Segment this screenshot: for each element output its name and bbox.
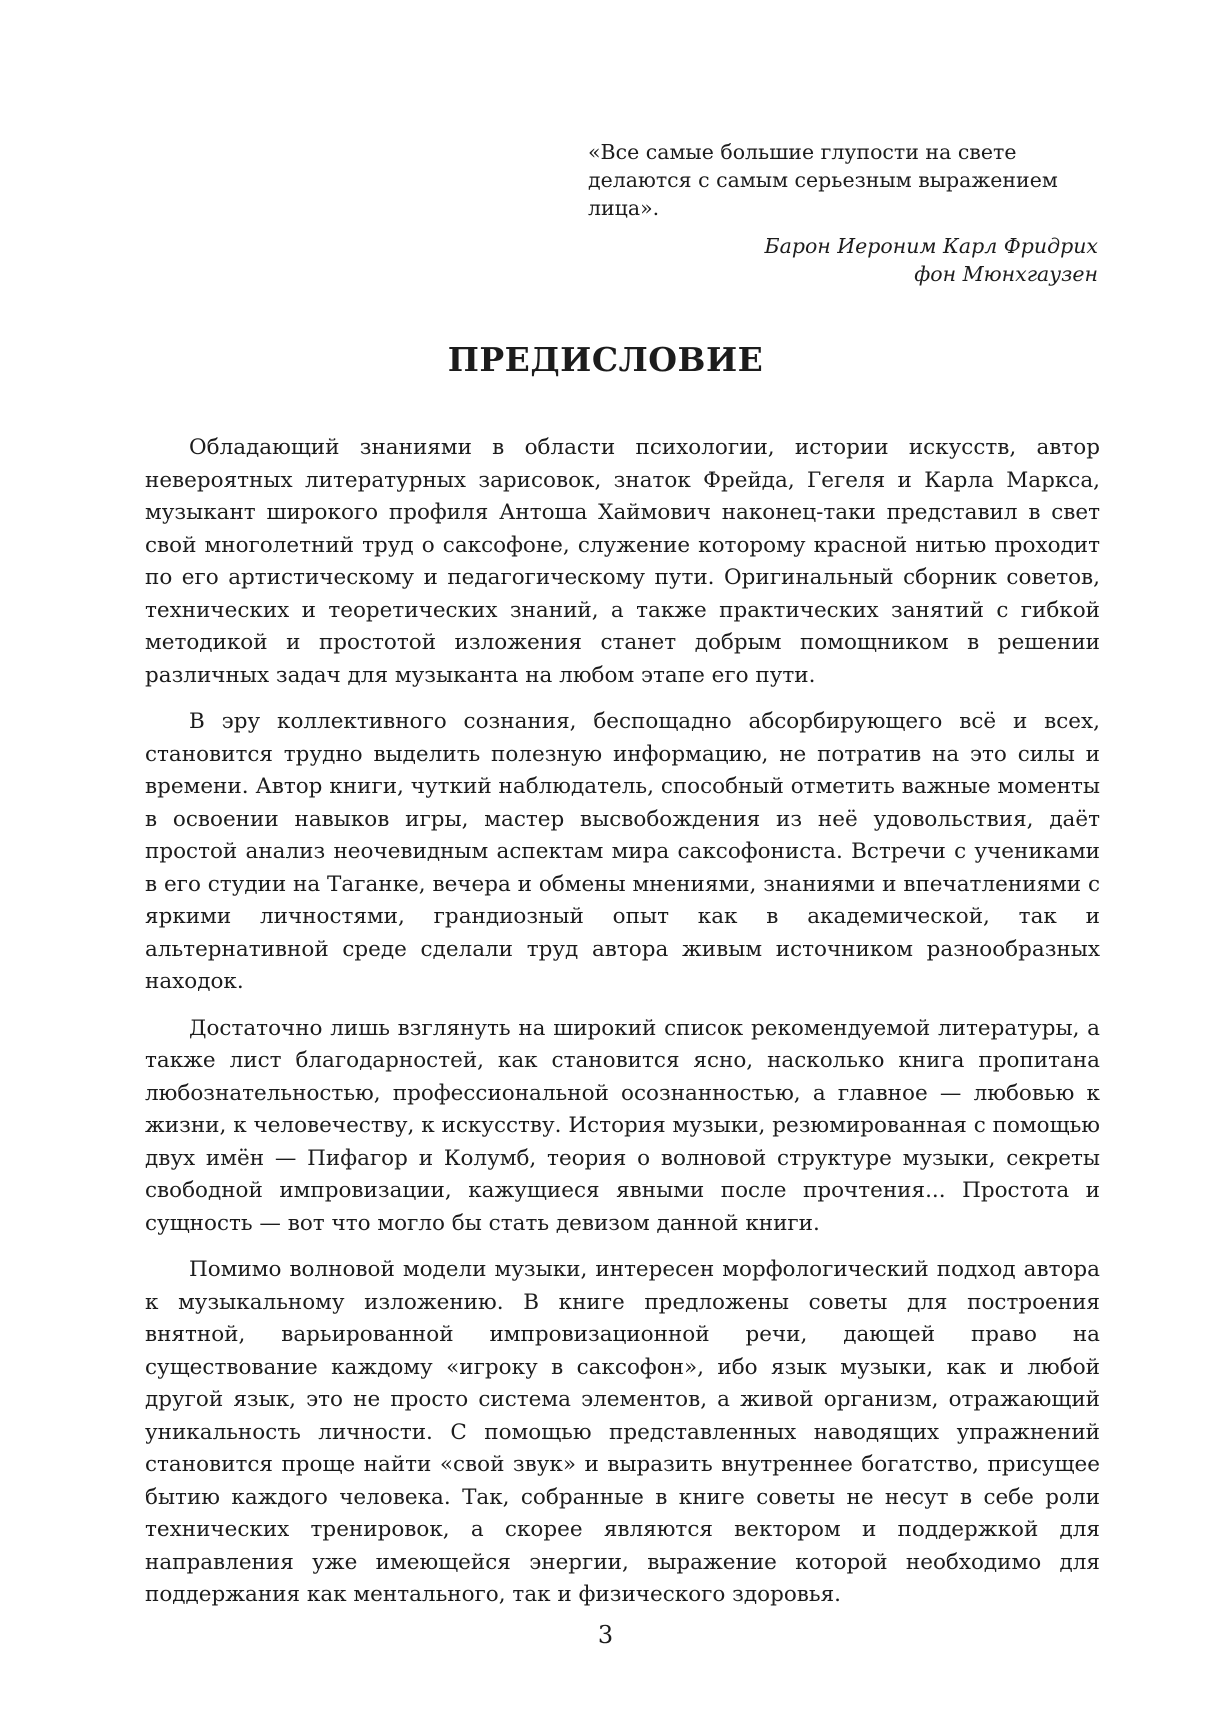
epigraph: [588, 138, 1098, 288]
epigraph-author-line-1: Барон Иероним Карл Фридрих: [764, 234, 1098, 258]
paragraph-1: Обладающий знаниями в области психологии, истории искусств, автор невероятных литературных зарисовок, знаток Фрейда, Гегеля и Карла Маркса, музыкант широкого профиля Антоша Хаймович наконец-таки представил в свет свой многолетний труд о саксофоне, служение которому красной нитью проходит по его артистическому и педагогическому пути. Оригинальный сборник советов, технических и теоретических знаний, а также практических занятий с гибкой методикой и простотой изложения станет добрым помощником в решении различных задач для музыканта на любом этапе его пути.: [145, 435, 1100, 688]
page-number: 3: [597, 1621, 614, 1649]
epigraph-attribution: [588, 232, 1098, 288]
epigraph-author-line-2: фон Мюнхгаузен: [914, 262, 1098, 286]
page-title: ПРЕДИСЛОВИЕ: [447, 340, 764, 379]
paragraph-2: В эру коллективного сознания, беспощадно абсорбирующего всё и всех, становится трудно выделить полезную информацию, не потратив на это силы и времени. Автор книги, чуткий наблюдатель, способный отметить важные моменты в освоении навыков игры, мастер высвобождения из неё удовольствия, даёт простой анализ неочевидным аспектам мира саксофониста. Встречи с учениками в его студии на Таганке, вечера и обмены мнениями, знаниями и впечатлениями с яркими личностями, грандиозный опыт как в академической, так и альтернативной среде сделали труд автора живым источником разнообразных находок.: [145, 709, 1100, 994]
paragraph-3: Достаточно лишь взглянуть на широкий список рекомендуемой литературы, а также лист благодарностей, как становится ясно, насколько книга пропитана любознательностью, профессиональной осознанностью, а главное — любовью к жизни, к человечеству, к искусству. История музыки, резюмированная с помощью двух имён — Пифагор и Колумб, теория о волновой структуре музыки, секреты свободной импровизации, кажущиеся явными после прочтения... Простота и сущность — вот что могло бы стать девизом данной книги.: [145, 1015, 1100, 1236]
body-text: [145, 432, 1100, 1626]
epigraph-quote: «Все самые большие глупости на свете делаются с самым серьезным выражением лица».: [588, 140, 1058, 220]
paragraph-4: Помимо волновой модели музыки, интересен морфологический подход автора к музыкальному изложению. В книге предложены советы для построения внятной, варьированной импровизационной речи, дающей право на существование каждому «игроку в саксофон», ибо язык музыки, как и любой другой язык, это не просто система элементов, а живой организм, отражающий уникальность личности. С помощью представленных наводящих упражнений становится проще найти «свой звук» и выразить внутреннее богатство, присущее бытию каждого человека. Так, собранные в книге советы не несут в себе роли технических тренировок, а скорее являются вектором и поддержкой для направления уже имеющейся энергии, выражение которой необходимо для поддержания как ментального, так и физического здоровья.: [145, 1257, 1100, 1607]
